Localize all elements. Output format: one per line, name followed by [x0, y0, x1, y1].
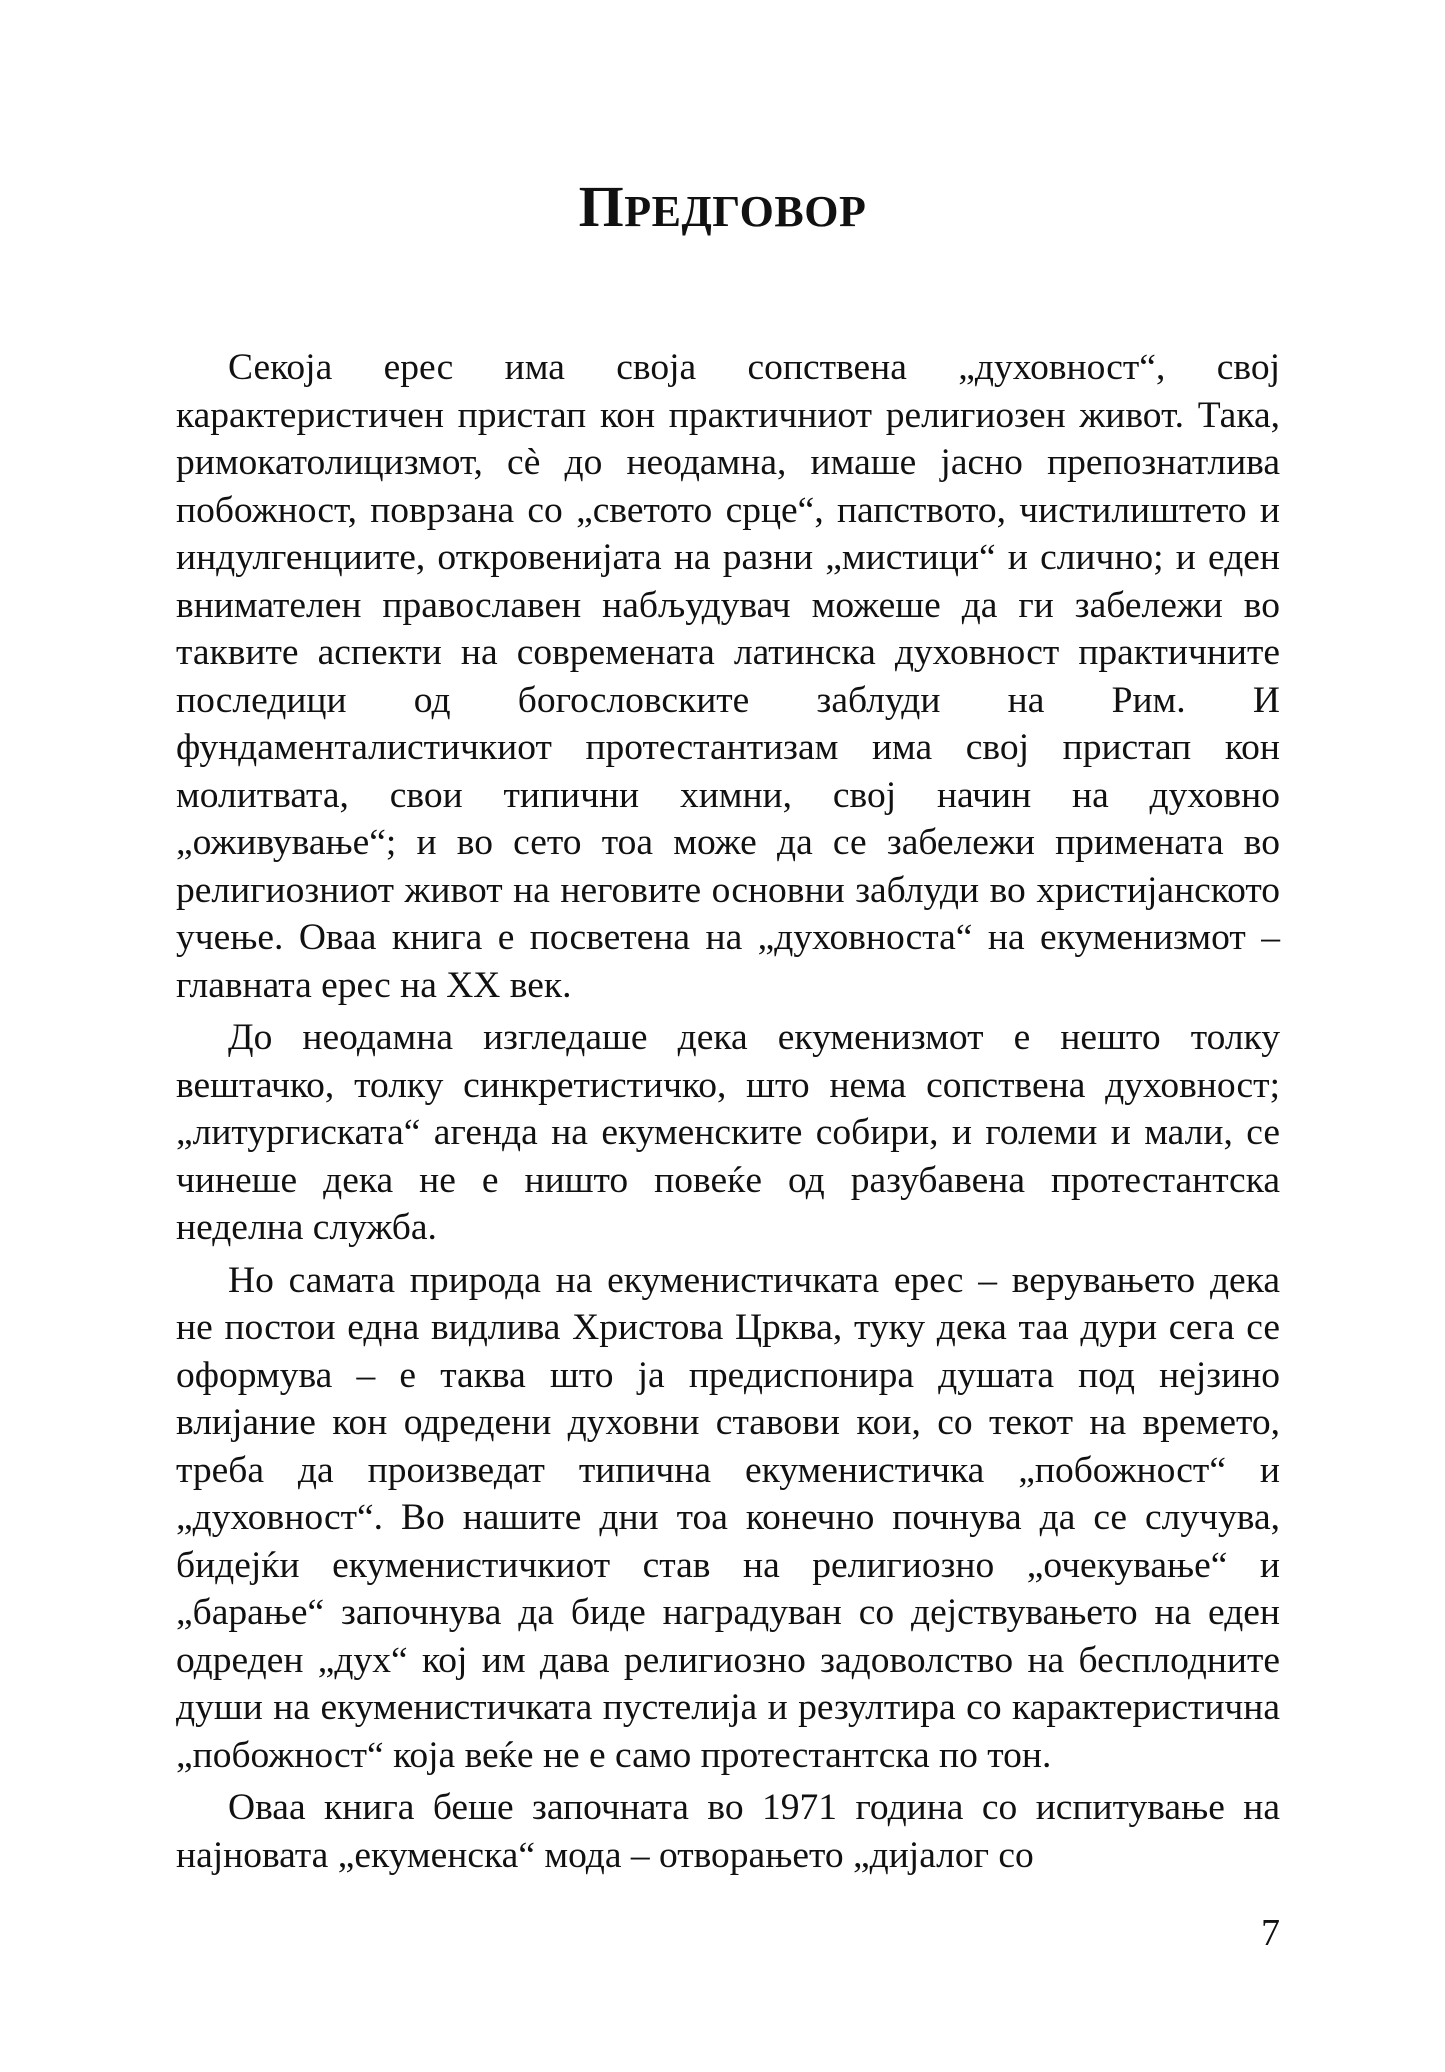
paragraph-2: До неодамна изгледаше дека екуменизмот е нешто толку вештачко, толку синкретистичко, што нема сопствена духовност; „литургиската“ агенда на екуменските собири, и големи и мали, се чинеше дека не е ништо повеќе од разубавена протестантска неделна служба.: [176, 1017, 1280, 1248]
paragraph-1: Секоја ерес има своја сопствена „духовност“, свој карактеристичен пристап кон практичниот религиозен живот. Така, римокатолицизмот, сè до неодамна, имаше јасно препознатлива побожност, поврзана со „светото срце“, папството, чистилиштето и индулгенциите, откровенијата на разни „мистици“ и слично; и еден внимателен православен набљудувач можеше да ги забележи во таквите аспекти на современата латинска духовност практичните последици од богословските заблуди на Рим. И фундаменталистичкиот протестантизам има свој пристап кон молитвата, свои типични химни, свој начин на духовно „оживување“; и во сето тоа може да се забележи примената во религиозниот живот на неговите основни заблуди во христијанското учење. Оваа книга е посветена на „духовноста“ на екуменизмот – главната ерес на XX век.: [176, 347, 1280, 1006]
title-first-letter: П: [578, 174, 625, 239]
page-title: [0, 172, 1445, 247]
body-text: [176, 344, 1280, 1884]
paragraph-4: Оваа книга беше започната во 1971 година со испитување на најновата „екуменска“ мода – отворањето „дијалог со: [176, 1787, 1280, 1876]
paragraph-3: Но самата природа на екуменистичката ерес – верувањето дека не постои една видлива Христова Црква, туку дека таа дури сега се оформува – е таква што ја предиспонира душата под нејзино влијание кон одредени духовни ставови кои, со текот на времето, треба да произведат типична екуменистичка „побожност“ и „духовност“. Во нашите дни тоа конечно почнува да се случува, бидејќи екуменистичкиот став на религиозно „очекување“ и „барање“ започнува да биде наградуван со дејствувањето на еден одреден „дух“ кој им дава религиозно задоволство на бесплодните души на екуменистичката пустелија и резултира со карактеристична „побожност“ која веќе не е само протестантска по тон.: [176, 1259, 1280, 1776]
title-rest: РЕДГОВОР: [624, 187, 867, 236]
page-number: 7: [1261, 1912, 1280, 1954]
